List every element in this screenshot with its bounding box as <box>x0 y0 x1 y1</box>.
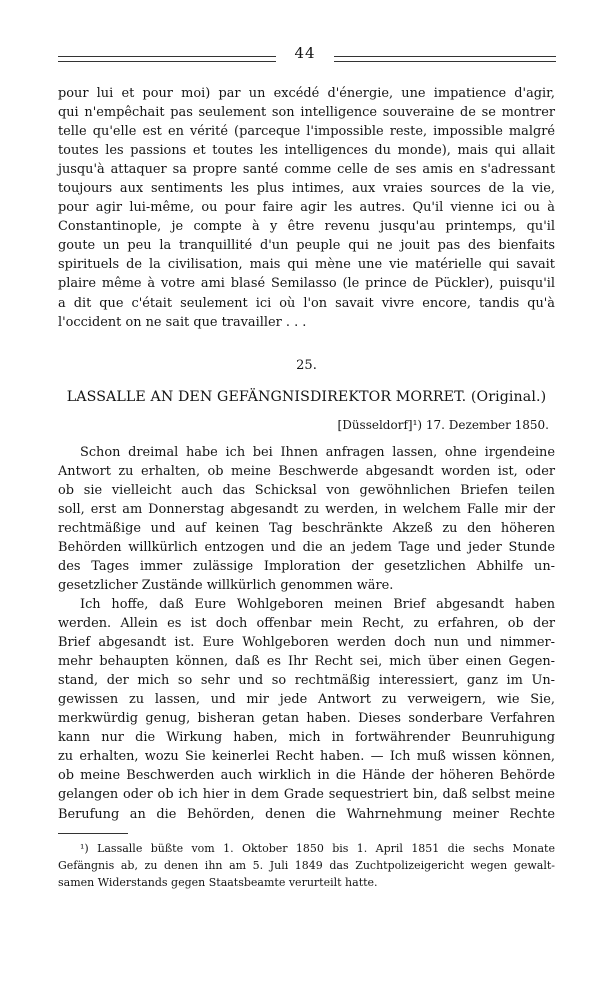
footnote-line: samen Widerstands gegen Staatsbeamte verurteilt hatte. <box>58 876 378 889</box>
footnote-line: Gefängnis ab, zu denen ihn am 5. Juli 1849 das Zuchtpolizeigericht wegen gewalt- <box>58 859 555 872</box>
text-line: gesetzlicher Zustände willkürlich genommen wäre. <box>58 578 394 594</box>
text-line: Ich hoffe, daß Eure Wohlgeboren meinen Brief abgesandt haben <box>80 597 555 612</box>
text-line: mehr behaupten können, daß es Ihr Recht sei, mich über einen Gegen- <box>58 654 555 670</box>
section-number: 25. <box>296 358 317 373</box>
page-number: 44 <box>294 44 316 62</box>
text-line: soll, erst am Donnerstag abgesandt zu werden, in welchem Falle mir der <box>58 502 555 518</box>
text-line: des Tages immer zulässige Imploration der gesetzlichen Abhilfe un- <box>58 559 555 575</box>
footnote-rule <box>58 833 128 834</box>
text-line: qui n'empêchait pas seulement son intelligence souveraine de se montrer <box>58 105 555 121</box>
text-line: spirituels de la civilisation, mais qui mène une vie matérielle qui savait <box>58 257 555 273</box>
letter-dateline: [Düsseldorf]¹) 17. Dezember 1850. <box>337 418 549 432</box>
text-line: Antwort zu erhalten, ob meine Beschwerde abgesandt worden ist, oder <box>58 464 555 480</box>
text-line: ob meine Beschwerden auch wirklich in die Hände der höheren Behörde <box>58 768 555 784</box>
text-line: goute un peu la tranquillité d'un peuple qui ne jouit pas des bienfaits <box>58 238 555 254</box>
paragraph-1 <box>58 443 555 595</box>
footnote <box>58 840 555 891</box>
text-line: pour lui et pour moi) par un excédé d'énergie, une impatience d'agir, <box>58 86 555 101</box>
text-line: Constantinople, je compte à y être revenu jusqu'au printemps, qu'il <box>58 219 555 235</box>
text-line: rechtmäßige und auf keinen Tag beschränkte Akzeß zu den höheren <box>58 521 555 537</box>
text-line: jusqu'à attaquer sa propre santé comme celle de ses amis en s'adressant <box>58 162 555 178</box>
paragraph-2 <box>58 595 555 824</box>
text-line: gelangen oder ob ich hier in dem Grade sequestriert bin, daß selbst meine <box>58 787 555 803</box>
text-line: kann nur die Wirkung haben, mich in fortwährender Beunruhigung <box>58 730 555 746</box>
text-line: Schon dreimal habe ich bei Ihnen anfragen lassen, ohne irgendeine <box>80 445 555 460</box>
text-line: pour agir lui-même, ou pour faire agir les autres. Qu'il vienne ici ou à <box>58 200 555 216</box>
text-line: Behörden willkürlich entzogen und die an jedem Tage und jeder Stunde <box>58 540 555 556</box>
footnote-line: ¹) Lassalle büßte vom 1. Oktober 1850 bis 1. April 1851 die sechs Monate <box>80 842 555 855</box>
text-line: a dit que c'était seulement ici où l'on savait vivre encore, tandis qu'à <box>58 295 555 311</box>
text-line: werden. Allein es ist doch offenbar mein Recht, zu erfahren, ob der <box>58 616 555 632</box>
text-line: Berufung an die Behörden, denen die Wahrnehmung meiner Rechte <box>58 806 555 822</box>
text-line: stand, der mich so sehr und so rechtmäßig interessiert, ganz im Un- <box>58 673 555 689</box>
header-rule-left <box>58 56 276 62</box>
text-line: merkwürdig genug, bisheran getan haben. Dieses sonderbare Verfahren <box>58 711 555 727</box>
text-line: ob sie vielleicht auch das Schicksal von gewöhnlichen Briefen teilen <box>58 483 555 499</box>
text-line: toutes les passions et toutes les intelligences du monde), mais qui allait <box>58 143 555 159</box>
page-header <box>58 44 556 70</box>
text-line: l'occident on ne sait que travailler . . . <box>58 314 307 330</box>
text-line: zu erhalten, wozu Sie keinerlei Recht haben. — Ich muß wissen können, <box>58 749 555 765</box>
header-rule-right <box>334 56 556 62</box>
text-line: Brief abgesandt ist. Eure Wohlgeboren werden doch nun und nimmer- <box>58 635 555 651</box>
text-line: toujours aux sentiments les plus intimes, aux vraies sources de la vie, <box>58 181 555 197</box>
letter-heading: LASSALLE AN DEN GEFÄNGNISDIREKTOR MORRET. (Original.) <box>66 389 547 405</box>
text-line: gewissen zu lassen, und mir jede Antwort zu verweigern, wie Sie, <box>58 692 555 708</box>
text-line: plaire même à votre ami blasé Semilasso (le prince de Pückler), puisqu'il <box>58 276 555 292</box>
text-line: telle qu'elle est en vérité (parceque l'impossible reste, impossible malgré <box>58 124 555 140</box>
french-letter-continuation <box>58 84 555 332</box>
